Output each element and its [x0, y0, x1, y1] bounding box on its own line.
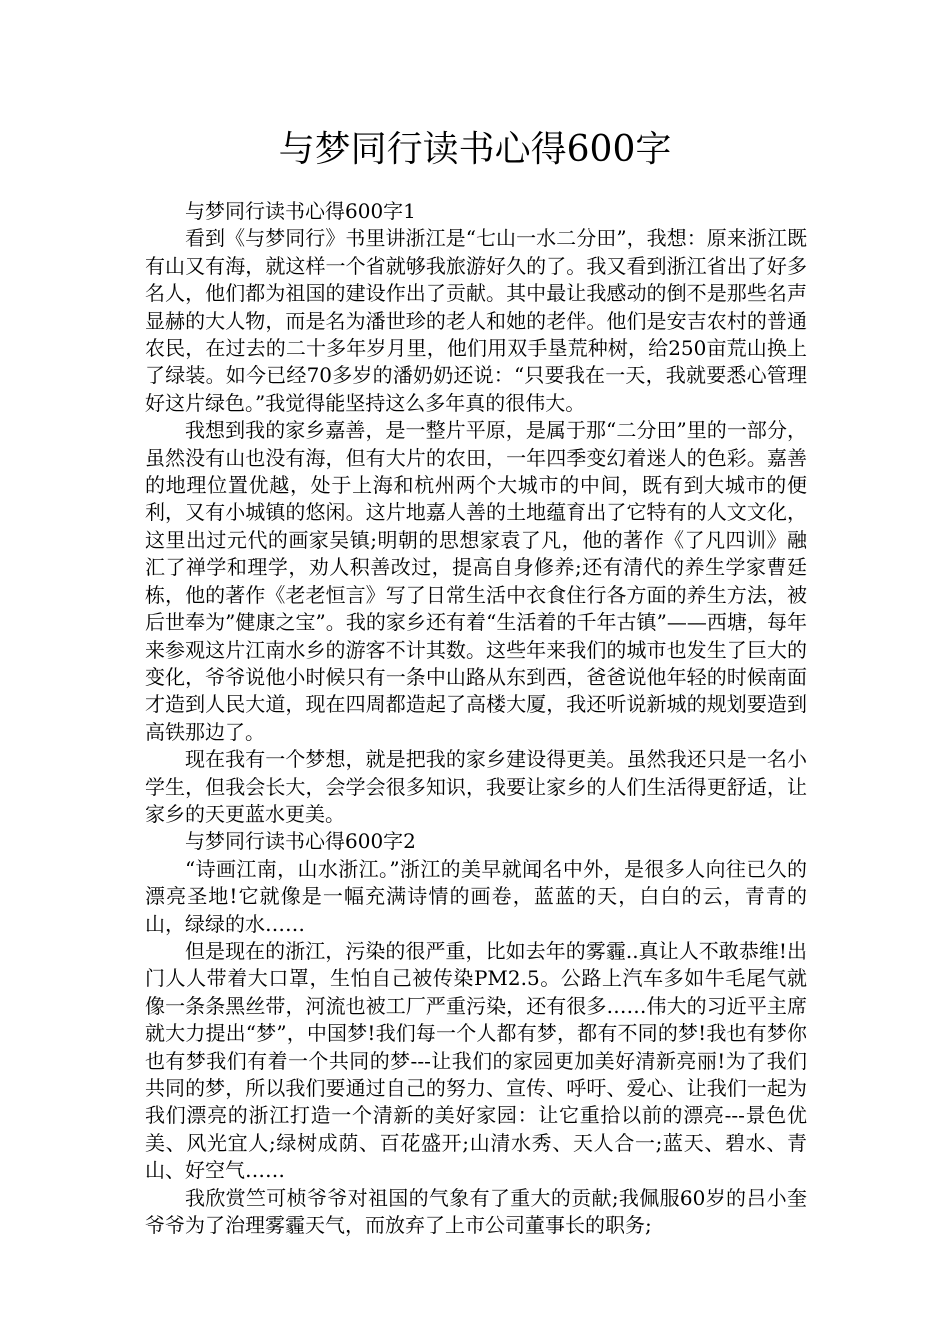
- section-2-paragraph-2: 但是现在的浙江，污染的很严重，比如去年的雾霾..真让人不敢恭维!出门人人带着大口罩，生怕自己被传染PM2.5。公路上汽车多如牛毛尾气就像一条条黑丝带，河流也被工厂严重污染，还有很多……伟大的习近平主席就大力提出“梦”，中国梦!我们每一个人都有梦，都有不同的梦!我也有梦你也有梦我们有着一个共同的梦---让我们的家园更加美好清新亮丽!为了我们共同的梦，所以我们要通过自己的努力、宣传、呼吁、爱心、让我们一起为我们漂亮的浙江打造一个清新的美好家园：让它重拾以前的漂亮---景色优美、风光宜人;绿树成荫、百花盛开;山清水秀、天人合一;蓝天、碧水、青山、好空气……: [145, 938, 807, 1183]
- document-title: 与梦同行读书心得600字: [278, 129, 672, 170]
- document-body: [145, 198, 807, 1239]
- section-heading-2: 与梦同行读书心得600字2: [185, 829, 416, 854]
- section-1-paragraph-1: 看到《与梦同行》书里讲浙江是“七山一水二分田”，我想：原来浙江既有山又有海，就这样一个省就够我旅游好久的了。我又看到浙江省出了好多名人，他们都为祖国的建设作出了贡献。其中最让我感动的倒不是那些名声显赫的大人物，而是名为潘世珍的老人和她的老伴。他们是安吉农村的普通农民，在过去的二十多年岁月里，他们用双手垦荒种树，给250亩荒山换上了绿装。如今已经70多岁的潘奶奶还说：“只要我在一天，我就要悉心管理好这片绿色。”我觉得能坚持这么多年真的很伟大。: [145, 226, 807, 415]
- section-1-paragraph-3: 现在我有一个梦想，就是把我的家乡建设得更美。虽然我还只是一名小学生，但我会长大，会学会很多知识，我要让家乡的人们生活得更舒适，让家乡的天更蓝水更美。: [145, 747, 807, 826]
- section-1-paragraph-2: 我想到我的家乡嘉善，是一整片平原，是属于那“二分田”里的一部分，虽然没有山也没有海，但有大片的农田，一年四季变幻着迷人的色彩。嘉善的地理位置优越，处于上海和杭州两个大城市的中间，既有到大城市的便利，又有小城镇的悠闲。这片地嘉人善的土地蕴育出了它特有的人文文化，这里出过元代的画家吴镇;明朝的思想家袁了凡，他的著作《了凡四训》融汇了禅学和理学，劝人积善改过，提高自身修养;还有清代的养生学家曹廷栋，他的著作《老老恒言》写了日常生活中衣食住行各方面的养生方法，被后世奉为”健康之宝”。我的家乡还有着“生活着的千年古镇”——西塘，每年来参观这片江南水乡的游客不计其数。这些年来我们的城市也发生了巨大的变化，爷爷说他小时候只有一条中山路从东到西，爸爸说他年轻的时候南面才造到人民大道，现在四周都造起了高楼大厦，我还听说新城的规划要造到高铁那边了。: [145, 418, 807, 744]
- section-heading-1: 与梦同行读书心得600字1: [185, 199, 416, 223]
- section-2-paragraph-1: “诗画江南，山水浙江。”浙江的美早就闻名中外，是很多人向往已久的漂亮圣地!它就像是一幅充满诗情的画卷，蓝蓝的天，白白的云，青青的山，绿绿的水……: [145, 856, 807, 936]
- section-2-paragraph-3: 我欣赏竺可桢爷爷对祖国的气象有了重大的贡献;我佩服60岁的吕小奎爷爷为了治理雾霾天气，而放弃了上市公司董事长的职务;: [145, 1185, 807, 1238]
